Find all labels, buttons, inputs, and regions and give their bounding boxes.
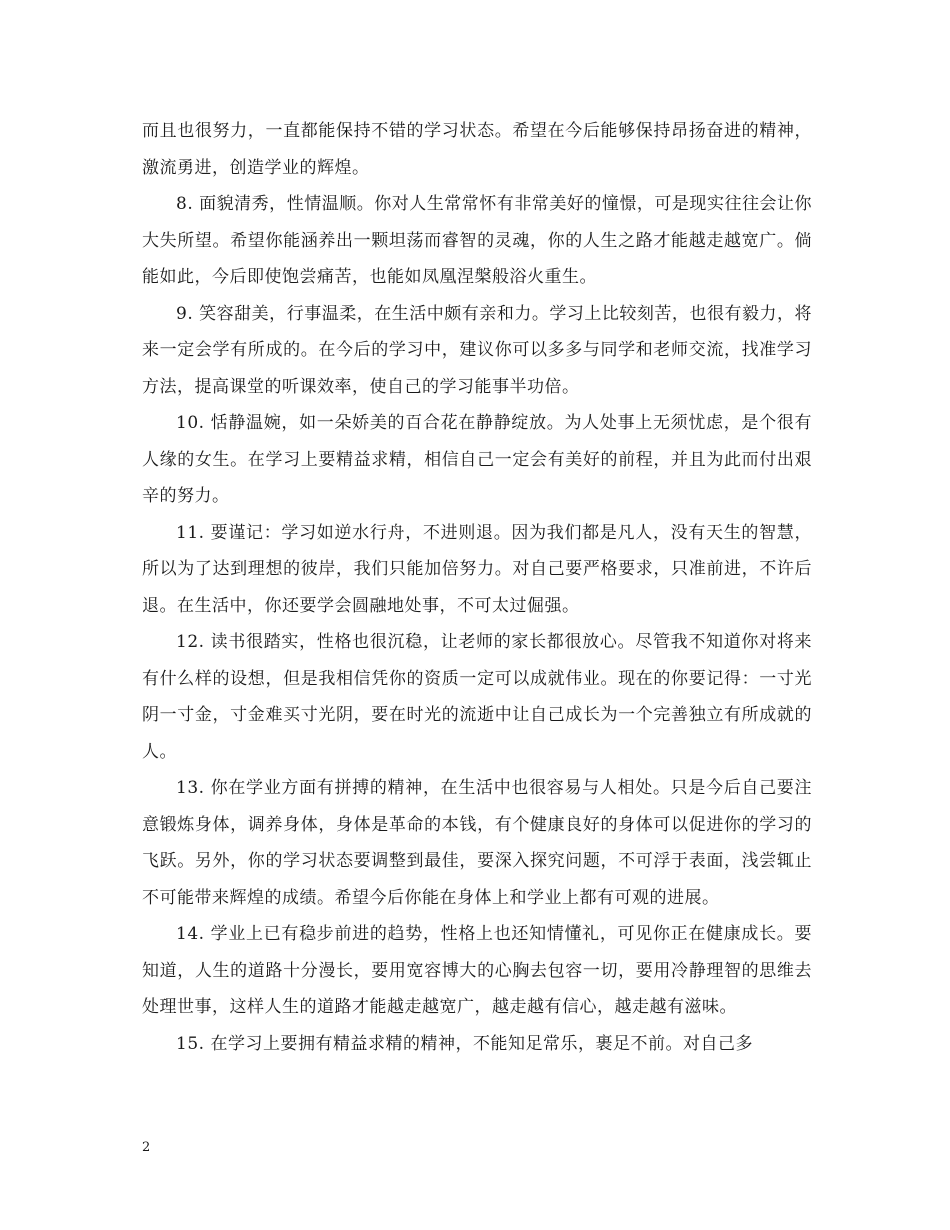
paragraph-item-10: 10. 恬静温婉，如一朵娇美的百合花在静静绽放。为人处事上无须忧虑，是个很有人缘的女生。在学习上要精益求精，相信自己一定会有美好的前程，并且为此而付出艰辛的努力。: [142, 413, 812, 506]
paragraph-item-13: 13. 你在学业方面有拼搏的精神，在生活中也很容易与人相处。只是今后自己要注意锻炼身体，调养身体，身体是革命的本钱，有个健康良好的身体可以促进你的学习的飞跃。另外，你的学习状态要调整到最佳，要深入探究问题，不可浮于表面，浅尝辄止不可能带来辉煌的成绩。希望今后你能在身体上和学业上都有可观的进展。: [142, 778, 812, 908]
paragraph-item-14: 14. 学业上已有稳步前进的趋势，性格上也还知情懂礼，可见你正在健康成长。要知道，人生的道路十分漫长，要用宽容博大的心胸去包容一切，要用冷静理智的思维去处理世事，这样人生的道路才能越走越宽广，越走越有信心，越走越有滋味。: [142, 924, 812, 1017]
document-body: [142, 113, 812, 1062]
paragraph-item-11: 11. 要谨记：学习如逆水行舟，不进则退。因为我们都是凡人，没有天生的智慧，所以为了达到理想的彼岸，我们只能加倍努力。对自己要严格要求，只准前进，不许后退。在生活中，你还要学会圆融地处事，不可太过倔强。: [142, 522, 812, 616]
paragraph-item-12: 12. 读书很踏实，性格也很沉稳，让老师的家长都很放心。尽管我不知道你对将来有什么样的设想，但是我相信凭你的资质一定可以成就伟业。现在的你要记得：一寸光阴一寸金，寸金难买寸光阴，要在时光的流逝中让自己成长为一个完善独立有所成就的人。: [142, 632, 812, 762]
paragraph-item-8: 8. 面貌清秀，性情温顺。你对人生常常怀有非常美好的憧憬，可是现实往往会让你大失所望。希望你能涵养出一颗坦荡而睿智的灵魂，你的人生之路才能越走越宽广。倘能如此，今后即使饱尝痛苦，也能如凤凰涅槃般浴火重生。: [142, 194, 812, 287]
paragraph-item-15: 15. 在学习上要拥有精益求精的精神，不能知足常乐，裹足不前。对自己多: [176, 1033, 753, 1054]
paragraph-continued: 而且也很努力，一直都能保持不错的学习状态。希望在今后能够保持昂扬奋进的精神，激流勇进，创造学业的辉煌。: [142, 121, 812, 178]
paragraph-item-9: 9. 笑容甜美，行事温柔，在生活中颇有亲和力。学习上比较刻苦，也很有毅力，将来一定会学有所成的。在今后的学习中，建议你可以多多与同学和老师交流，找准学习方法，提高课堂的听课效率，使自己的学习能事半功倍。: [142, 303, 812, 397]
page-number: 2: [142, 1140, 151, 1155]
